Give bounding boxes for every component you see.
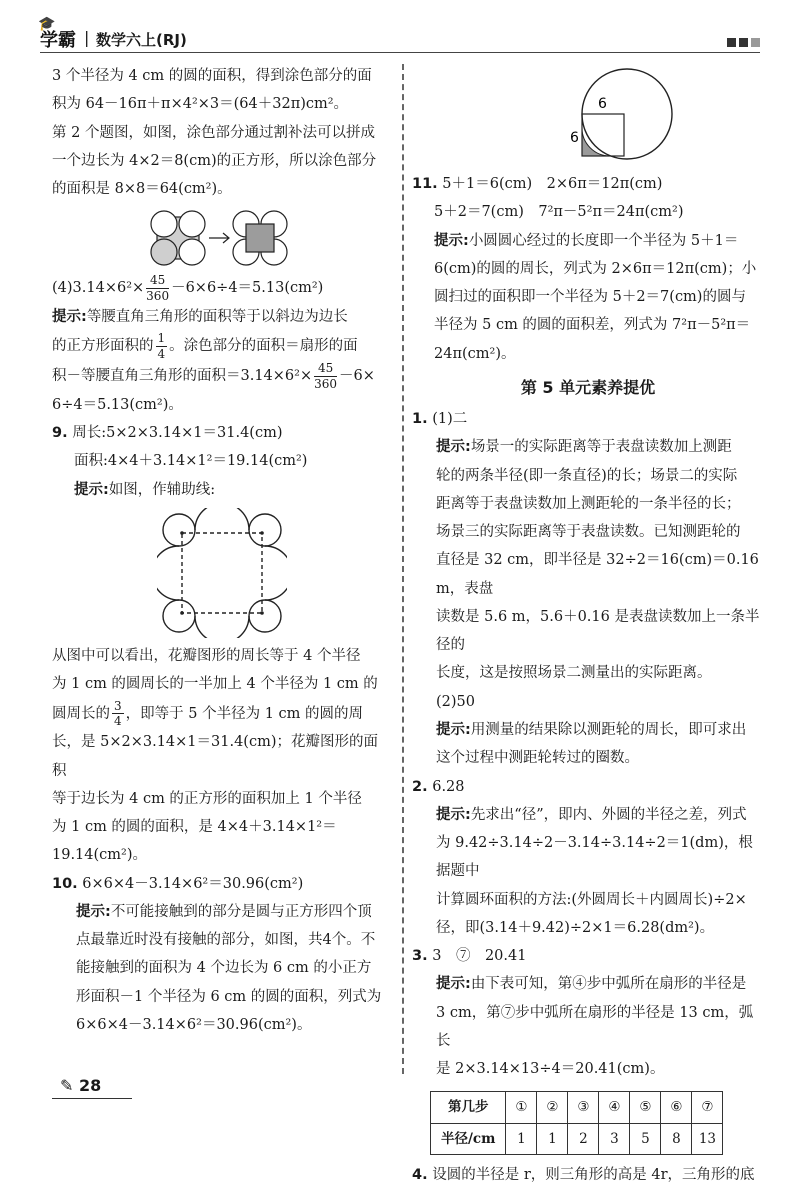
question-1: 1. (1)二 bbox=[412, 411, 468, 428]
text-line: 长，是 5×2×3.14×1＝31.4(cm)；花瓣图形的面积 bbox=[52, 734, 378, 779]
footer-rule bbox=[52, 1098, 132, 1099]
circle-square-figure bbox=[532, 66, 692, 166]
page-footer bbox=[60, 1076, 101, 1095]
hint-line: 场景三的实际距离等于表盘读数。已知测距轮的 bbox=[436, 524, 741, 541]
hint-line: 提示:由下表可知，第④步中弧所在扇形的半径是 bbox=[436, 976, 747, 993]
hint-line: 形面积－1 个半径为 6 cm 的圆的面积，列式为 bbox=[76, 988, 382, 1005]
header-decoration bbox=[724, 32, 760, 51]
hint-line: 提示:先求出“径”，即内、外圆的半径之差，列式 bbox=[436, 806, 747, 823]
table-cell: ⑦ bbox=[692, 1092, 723, 1123]
graduation-cap-icon: 🎓 bbox=[38, 16, 56, 32]
hint-line: 距离等于表盘读数加上测距轮的一条半径的长； bbox=[436, 495, 741, 512]
table-cell: ⑤ bbox=[630, 1092, 661, 1123]
hint-line: 圆扫过的面积即一个半径为 5＋2＝7(cm)的圆与 bbox=[434, 289, 746, 306]
answer-line: (2)50 bbox=[436, 693, 475, 710]
section-title: 第 5 单元素养提优 bbox=[520, 377, 656, 397]
page-header bbox=[38, 16, 760, 51]
brand-logo bbox=[38, 16, 76, 52]
brand-text: 学霸 bbox=[40, 30, 76, 51]
question-10: 10. 6×6×4－3.14×6²＝30.96(cm²) bbox=[52, 875, 304, 892]
hint-line: 为 9.42÷3.14÷2－3.14÷3.14÷2＝1(dm)，根据题中 bbox=[436, 835, 753, 880]
hint-line: 的正方形面积的 $\frac{1}{4}$ 。涂色部分的面积＝扇形的面 bbox=[52, 331, 358, 361]
column-divider bbox=[402, 64, 404, 1074]
fraction: $\frac{3}{4}$ bbox=[114, 698, 122, 728]
table-cell: 2 bbox=[568, 1123, 599, 1154]
page-number: 28 bbox=[78, 1076, 102, 1095]
table-header-cell: 第几步 bbox=[431, 1092, 506, 1123]
hint-line: 直径是 32 cm，即半径是 32÷2＝16(cm)＝0.16 m，表盘 bbox=[436, 552, 759, 597]
hint-line: 积－等腰直角三角形的面积＝3.14×6²× $\frac{45}{360}$ －6× bbox=[52, 361, 375, 391]
table-cell: 1 bbox=[506, 1123, 537, 1154]
right-square bbox=[246, 224, 274, 252]
hint-line: 6(cm)的圆的周长，列式为 2×6π＝12π(cm)；小 bbox=[434, 260, 757, 277]
hint-line: 半径为 5 cm 的圆的面积差，列式为 7²π－5²π＝ bbox=[434, 317, 751, 334]
text-line: 从图中可以看出，花瓣图形的周长等于 4 个半径 bbox=[52, 648, 361, 664]
hint-line: 是 2×3.14×13÷4＝20.41(cm)。 bbox=[436, 1061, 665, 1078]
table-cell: ② bbox=[537, 1092, 568, 1123]
hint-line: 读数是 5.6 m，5.6＋0.16 是表盘读数加上一条半径的 bbox=[436, 608, 760, 654]
text-line: 19.14(cm²)。 bbox=[52, 847, 148, 864]
hint-line: 这个过程中测距轮转过的圈数。 bbox=[436, 750, 639, 767]
right-column bbox=[412, 62, 764, 1189]
fraction: $\frac{1}{4}$ bbox=[157, 331, 166, 361]
header-separator: | bbox=[84, 28, 90, 47]
hint-line: 提示:小圆圆心经过的长度即一个半径为 5＋1＝ bbox=[434, 232, 739, 249]
hint-line: 提示:不可能接触到的部分是圆与正方形四个顶 bbox=[76, 903, 372, 920]
hint-line: 点最靠近时没有接触的部分，如图，共4个。不 bbox=[76, 932, 376, 949]
question-4: 4. 设圆的半径是 r，则三角形的高是 4r，三角形的底 bbox=[412, 1167, 755, 1184]
table-cell: ③ bbox=[568, 1092, 599, 1123]
arrow-icon bbox=[209, 233, 229, 243]
hint-line: 6×6×4－3.14×6²＝30.96(cm²)。 bbox=[76, 1016, 312, 1033]
text-line: 5＋2＝7(cm) 7²π－5²π＝24π(cm²) bbox=[434, 204, 684, 221]
question-11: 11. 5＋1＝6(cm) 2×6π＝12π(cm) bbox=[412, 176, 663, 192]
formula-line: (4)3.14×6²× $\frac{45}{360}$ －6×6÷4＝5.13(cm²) bbox=[52, 273, 324, 303]
text-line: 3 个半径为 4 cm 的圆的面积，得到涂色部分的面 bbox=[52, 68, 372, 84]
hint-line: 计算圆环面积的方法:(外圆周长＋内圆周长)÷2× bbox=[436, 891, 747, 908]
text-line: 圆周长的 $\frac{3}{4}$ ，即等于 5 个半径为 1 cm 的圆的周 bbox=[52, 698, 364, 728]
hint-line: 能接触到的面积为 4 个边长为 6 cm 的小正方 bbox=[76, 960, 372, 977]
text-line: 为 1 cm 的圆的面积，是 4×4＋3.14×1²＝ bbox=[52, 819, 337, 836]
hint-line: 轮的两条半径(即一条直径)的长；场景二的实际 bbox=[436, 467, 738, 484]
petal-figure bbox=[157, 508, 287, 638]
left-column bbox=[52, 62, 392, 1039]
table-row bbox=[431, 1092, 723, 1123]
table-cell: ① bbox=[506, 1092, 537, 1123]
hint-line: 24π(cm²)。 bbox=[434, 345, 516, 362]
table-cell: 1 bbox=[537, 1123, 568, 1154]
book-subtitle: 数学六上(RJ) bbox=[96, 31, 187, 49]
cut-and-fill-figure bbox=[147, 207, 297, 269]
hint-line: 提示:如图，作辅助线: bbox=[74, 481, 216, 498]
hint-line: 提示:场景一的实际距离等于表盘读数加上测距 bbox=[436, 439, 732, 456]
table-cell: ⑥ bbox=[661, 1092, 692, 1123]
steps-table bbox=[430, 1091, 723, 1155]
fraction: $\frac{45}{360}$ bbox=[146, 273, 170, 303]
hint-line: 提示:用测量的结果除以测距轮的周长，即可求出 bbox=[436, 721, 747, 738]
text-line: 面积:4×4＋3.14×1²＝19.14(cm²) bbox=[74, 453, 308, 470]
text-line: 第 2 个题图，如图，涂色部分通过割补法可以拼成 bbox=[52, 124, 375, 141]
header-rule bbox=[40, 52, 760, 53]
text-line: 积为 64－16π＋π×4²×3＝(64＋32π)cm²。 bbox=[52, 96, 349, 113]
table-cell: 3 bbox=[599, 1123, 630, 1154]
text-line: 等于边长为 4 cm 的正方形的面积加上 1 个半径 bbox=[52, 790, 362, 807]
text-line: 的面积是 8×8＝64(cm²)。 bbox=[52, 181, 232, 198]
hint-line: 提示:等腰直角三角形的面积等于以斜边为边长 bbox=[52, 309, 348, 326]
figure-label-left: 6 bbox=[570, 130, 579, 146]
pencil-icon: ✎ bbox=[60, 1076, 74, 1095]
table-header-cell: 半径/cm bbox=[431, 1123, 506, 1154]
figure-label-top: 6 bbox=[598, 96, 607, 112]
table-cell: ④ bbox=[599, 1092, 630, 1123]
table-cell: 5 bbox=[630, 1123, 661, 1154]
text-line: 为 1 cm 的圆周长的一半加上 4 个半径为 1 cm 的 bbox=[52, 676, 378, 693]
question-9: 9. 周长:5×2×3.14×1＝31.4(cm) bbox=[52, 425, 283, 442]
table-cell: 13 bbox=[692, 1123, 723, 1154]
table-cell: 8 bbox=[661, 1123, 692, 1154]
auxiliary-square bbox=[182, 533, 262, 613]
hint-line: 3 cm，第⑦步中弧所在扇形的半径是 13 cm，弧长 bbox=[436, 1004, 754, 1049]
fraction: $\frac{45}{360}$ bbox=[314, 361, 338, 391]
question-3: 3. 3 ⑦ 20.41 bbox=[412, 948, 527, 965]
hint-line: 6÷4＝5.13(cm²)。 bbox=[52, 396, 183, 413]
text-line: 一个边长为 4×2＝8(cm)的正方形，所以涂色部分 bbox=[52, 152, 377, 169]
hint-line: 长度，这是按照场景二测量出的实际距离。 bbox=[436, 665, 712, 682]
table-row bbox=[431, 1123, 723, 1154]
question-2: 2. 6.28 bbox=[412, 778, 465, 795]
hint-line: 径，即(3.14＋9.42)÷2×1＝6.28(dm²)。 bbox=[436, 919, 715, 936]
